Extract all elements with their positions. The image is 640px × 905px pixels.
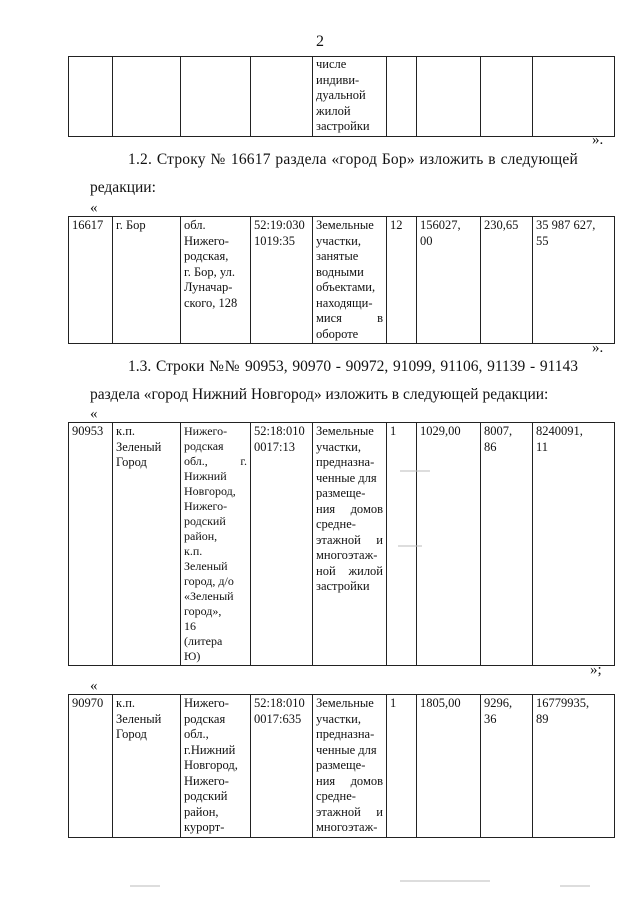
address-line: ского, 128: [184, 295, 238, 310]
address-line: Нижего-: [184, 233, 229, 248]
cell-address: [181, 57, 251, 137]
cell-specific: [417, 217, 481, 344]
desc-line: обороте: [316, 326, 359, 341]
table-row: [69, 695, 615, 838]
cell-number: 90970: [69, 695, 113, 838]
address-line: родский: [184, 789, 228, 803]
desc-line: участки,: [316, 711, 361, 726]
desc-line: занятые: [316, 249, 359, 263]
desc-line: застройки: [316, 579, 370, 593]
address-line: Нижний: [184, 469, 227, 483]
address-line: родская: [184, 439, 224, 453]
address-line: Ю): [184, 649, 201, 663]
address-line: родская,: [184, 249, 229, 263]
row-90970-table: [68, 694, 615, 838]
desc-line: ния домов: [316, 501, 383, 516]
value-line: 11: [536, 439, 549, 454]
address-line: г. Бор, ул.: [184, 264, 235, 279]
cell-cadastral: [251, 217, 313, 344]
section-1-3-line2: раздела «город Нижний Новгород» изложить в следующей редакции:: [90, 386, 549, 403]
scan-noise: [400, 470, 430, 472]
cell-description: [313, 695, 387, 838]
section-1-3-line1: 1.3. Строки №№ 90953, 90970 - 90972, 91099, 91106, 91139 - 91143: [128, 358, 578, 375]
desc-line: застройки: [316, 119, 370, 133]
place-line: к.п.: [116, 696, 136, 710]
address-line: Нижего-: [184, 424, 228, 438]
cell-value: [533, 217, 615, 344]
address-line: Новгород,: [184, 758, 238, 772]
address-line: Нижего-: [184, 696, 229, 710]
address-line: (литера: [184, 634, 223, 648]
address-line: к.п.: [184, 544, 203, 558]
cadastral-line: 0017:13: [254, 439, 295, 454]
cell-number: 90953: [69, 423, 113, 666]
scan-noise: [130, 885, 160, 887]
address-line: город, д/о: [184, 574, 234, 588]
cell-description: [313, 217, 387, 344]
address-line: 16: [184, 619, 196, 633]
address-line: Нижего-: [184, 499, 228, 513]
address-line: Нижего-: [184, 773, 229, 788]
area-line: 9296,: [484, 696, 513, 710]
cell-place: г. Бор: [113, 217, 181, 344]
cell-value: [533, 695, 615, 838]
value-line: 35 987 627,: [536, 218, 596, 232]
cell-specific: 1805,00: [417, 695, 481, 838]
desc-line: числе: [316, 57, 347, 71]
cadastral-line: 52:19:030: [254, 218, 305, 232]
closing-quote: ».: [592, 132, 604, 148]
cell-address: [181, 217, 251, 344]
address-line: родская: [184, 711, 226, 726]
value-line: 16779935,: [536, 696, 590, 710]
table-row: [69, 423, 615, 666]
scan-noise: [560, 885, 590, 887]
closing-quote: »;: [590, 662, 602, 678]
desc-line: средне-: [316, 517, 356, 531]
opening-quote: «: [90, 200, 98, 216]
place-line: Город: [116, 455, 147, 469]
cell-specific: [417, 57, 481, 137]
value-line: 55: [536, 233, 549, 248]
cell-cadastral: [251, 57, 313, 137]
value-line: 8240091,: [536, 424, 583, 438]
cell-area: 230,65: [481, 217, 533, 344]
desc-line: ченные для: [316, 742, 377, 757]
row-90953-table: [68, 422, 615, 666]
address-line: район,: [184, 529, 218, 543]
page-number: 2: [316, 33, 324, 50]
desc-line: ченные для: [316, 470, 377, 485]
area-line: 86: [484, 439, 497, 454]
desc-line: Земельные: [316, 218, 374, 232]
cell-value: [533, 423, 615, 666]
desc-line: индиви-: [316, 72, 360, 87]
address-line: «Зеленый: [184, 589, 234, 603]
cadastral-line: 0017:635: [254, 711, 302, 726]
continuation-table: [68, 56, 615, 137]
desc-line: участки,: [316, 439, 361, 454]
cell-description: [313, 57, 387, 137]
table-row: [69, 217, 615, 344]
desc-line: размеще-: [316, 758, 366, 772]
desc-line: размеще-: [316, 486, 366, 500]
desc-line: жилой: [316, 103, 351, 118]
desc-line: этажной и: [316, 532, 383, 547]
opening-quote: «: [90, 678, 98, 694]
desc-line: ния домов: [316, 773, 383, 788]
cadastral-line: 1019:35: [254, 233, 295, 248]
cell-description: [313, 423, 387, 666]
address-line: родский: [184, 514, 226, 528]
address-line: обл., г.: [184, 454, 247, 468]
opening-quote: «: [90, 406, 98, 422]
desc-line: Земельные: [316, 696, 374, 710]
desc-line: дуальной: [316, 88, 366, 102]
desc-line: средне-: [316, 789, 356, 803]
desc-line: многоэтаж-: [316, 548, 378, 562]
cell-value: [533, 57, 615, 137]
address-line: обл.,: [184, 727, 209, 741]
address-line: обл.: [184, 218, 206, 232]
address-line: Луначар-: [184, 280, 233, 294]
area-line: 8007,: [484, 424, 513, 438]
desc-line: находящи-: [316, 295, 373, 310]
cell-cadastral: [251, 423, 313, 666]
address-line: Зеленый: [184, 559, 228, 573]
desc-line: ной жилой: [316, 563, 383, 578]
closing-quote: ».: [592, 340, 604, 356]
section-1-2-line1: 1.2. Строку № 16617 раздела «город Бор» изложить в следующей: [128, 151, 578, 168]
cell-specific: 1029,00: [417, 423, 481, 666]
cell-place: [113, 57, 181, 137]
address-line: г.Нижний: [184, 742, 236, 757]
scan-noise: [400, 880, 490, 882]
cell-place: [113, 695, 181, 838]
cell-group: [387, 57, 417, 137]
specific-line: 156027,: [420, 218, 461, 232]
cell-cadastral: [251, 695, 313, 838]
cell-group: 12: [387, 217, 417, 344]
scan-noise: [398, 545, 422, 547]
cell-group: 1: [387, 423, 417, 666]
desc-line: многоэтаж-: [316, 820, 378, 834]
cell-address: [181, 695, 251, 838]
desc-line: водными: [316, 264, 364, 279]
desc-line: Земельные: [316, 424, 374, 438]
address-line: район,: [184, 804, 219, 819]
place-line: Зеленый: [116, 711, 162, 726]
table-row: [69, 57, 615, 137]
cell-address: [181, 423, 251, 666]
cell-area: [481, 695, 533, 838]
place-line: Город: [116, 727, 147, 741]
section-1-2-line2: редакции:: [90, 179, 156, 196]
address-line: Новгород,: [184, 484, 236, 498]
cell-number: 16617: [69, 217, 113, 344]
cadastral-line: 52:18:010: [254, 696, 305, 710]
area-line: 36: [484, 711, 497, 726]
desc-line: участки,: [316, 233, 361, 248]
address-line: курорт-: [184, 820, 225, 834]
place-line: к.п.: [116, 424, 136, 438]
place-line: Зеленый: [116, 439, 162, 454]
value-line: 89: [536, 711, 549, 726]
desc-line: предназна-: [316, 727, 375, 741]
desc-line: мися в: [316, 311, 383, 325]
desc-line: объектами,: [316, 280, 376, 294]
desc-line: предназна-: [316, 455, 375, 469]
desc-line: этажной и: [316, 804, 383, 819]
row-16617-table: [68, 216, 615, 344]
cell-area: [481, 57, 533, 137]
cell-group: 1: [387, 695, 417, 838]
cell-area: [481, 423, 533, 666]
specific-line: 00: [420, 233, 433, 248]
address-line: город»,: [184, 604, 222, 618]
cadastral-line: 52:18:010: [254, 424, 305, 438]
cell-place: [113, 423, 181, 666]
cell-number: [69, 57, 113, 137]
